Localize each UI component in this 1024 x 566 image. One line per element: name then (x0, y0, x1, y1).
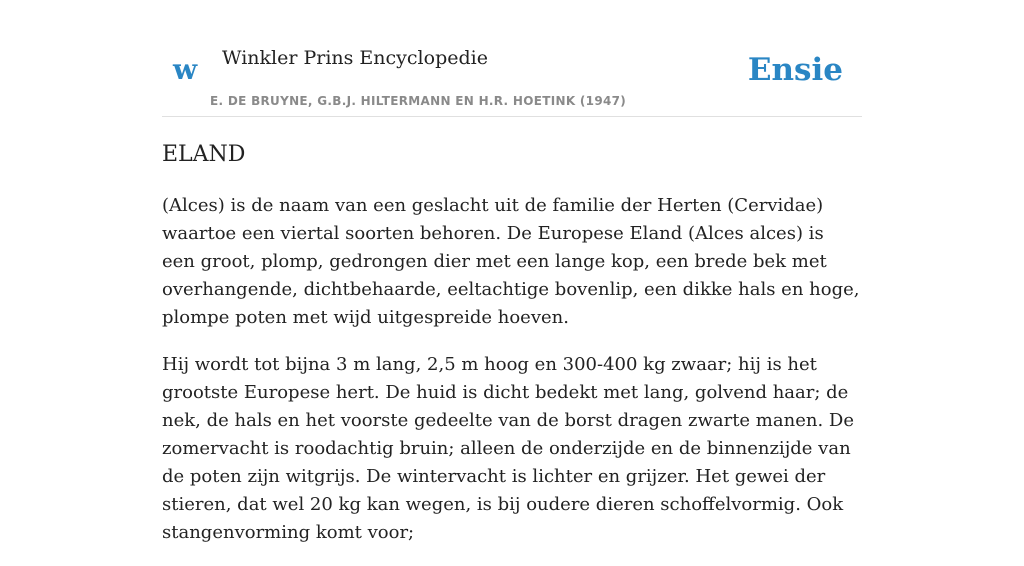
article-title: ELAND (162, 142, 246, 167)
source-logo[interactable]: w (173, 53, 198, 86)
article-paragraph: (Alces) is de naam van een geslacht uit de familie der Herten (Cervidae) waartoe een viertal soorten behoren. De Europese Eland (Alces alces) is een groot, plomp, gedrongen dier met een lange kop, een brede bek met overhangende, dichtbehaarde, eeltachtige bovenlip, een dikke hals en hoge, plompe poten met wijd uitgespreide hoeven. (162, 195, 860, 328)
brand-logo[interactable]: Ensie (747, 52, 843, 88)
header (162, 0, 862, 117)
article-body (162, 192, 862, 566)
article-paragraph: Hij wordt tot bijna 3 m lang, 2,5 m hoog en 300-400 kg zwaar; hij is het grootste Europese hert. De huid is dicht bedekt met lang, golvend haar; de nek, de hals en het voorste gedeelte van de borst dragen zwarte manen. De zomervacht is roodachtig bruin; alleen de onderzijde en de binnenzijde van de poten zijn witgrijs. De wintervacht is lichter en grijzer. Het gewei der stieren, dat wel 20 kg kan wegen, is bij oudere dieren schoffelvormig. Ook stangenvorming komt voor; (162, 354, 854, 543)
source-authors: E. DE BRUYNE, G.B.J. HILTERMANN EN H.R. HOETINK (1947) (210, 94, 627, 108)
source-title[interactable]: Winkler Prins Encyclopedie (222, 47, 488, 69)
page-container (162, 0, 862, 543)
